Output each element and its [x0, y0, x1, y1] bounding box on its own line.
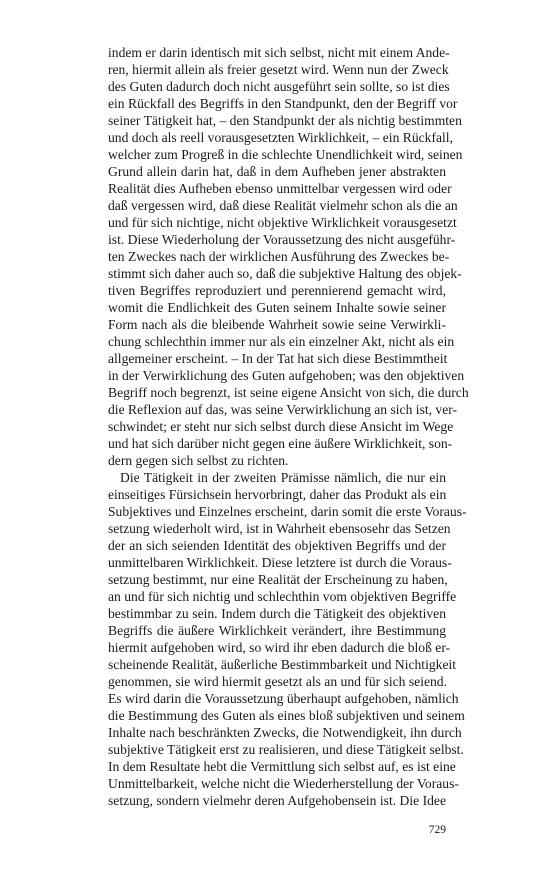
text-line: Die Tätigkeit in der zweiten Prämisse nämlich, die nur ein	[120, 470, 446, 485]
text-line: Inhalte nach beschränkten Zwecks, die Notwendigkeit, ihn durch	[108, 725, 462, 740]
text-line: Begriffs die äußere Wirklichkeit verändert, ihre Bestimmung	[108, 623, 446, 638]
text-line: subjektive Tätigkeit erst zu realisieren, und diese Tätigkeit selbst.	[108, 742, 464, 757]
text-line: in der Verwirklichung des Guten aufgehoben; was den objektiven	[108, 368, 465, 383]
text-line: Es wird darin die Voraussetzung überhaupt aufgehoben, nämlich	[108, 691, 459, 706]
text-line: Begriff noch begrenzt, ist seine eigene Ansicht von sich, die durch	[108, 385, 469, 400]
text-line: Form nach als die bleibende Wahrheit sowie seine Verwirkli-	[108, 317, 446, 332]
paragraph	[108, 469, 467, 809]
text-line: an und für sich nichtig und schlechthin vom objektiven Begriffe	[108, 589, 457, 604]
text-line: allgemeiner erscheint. – In der Tat hat sich diese Bestimmtheit	[108, 351, 448, 366]
text-line: und für sich nichtige, nicht objektive Wirklichkeit vorausgesetzt	[108, 215, 457, 230]
text-line: genommen, sie wird hiermit gesetzt als an und für sich seiend.	[108, 674, 448, 689]
text-line: und hat sich darüber nicht gegen eine äußere Wirklichkeit, son-	[108, 436, 453, 451]
text-line: bestimmbar zu sein. Indem durch die Tätigkeit des objektiven	[108, 606, 446, 621]
text-line: chung schlechthin immer nur als ein einzelner Akt, nicht als ein	[108, 334, 455, 349]
text-line: schwindet; er steht nur sich selbst durch diese Ansicht im Wege	[108, 419, 454, 434]
paragraph	[108, 44, 469, 469]
text-line: setzung bestimmt, nur eine Realität der Erscheinung zu haben,	[108, 572, 448, 587]
text-line: unmittelbaren Wirklichkeit. Diese letztere ist durch die Voraus-	[108, 555, 452, 570]
text-line: Grund allein darin hat, daß in dem Aufheben jener abstrakten	[108, 164, 446, 179]
text-line: einseitiges Fürsichsein hervorbringt, daher das Produkt als ein	[108, 487, 447, 502]
text-line: des Guten dadurch doch nicht ausgeführt sein sollte, so ist dies	[108, 79, 450, 94]
text-line: tiven Begriffes reproduziert und perennierend gemacht wird,	[108, 283, 446, 298]
text-line: dern gegen sich selbst zu richten.	[108, 453, 289, 468]
text-line: ist. Diese Wiederholung der Voraussetzung des nicht ausgeführ-	[108, 232, 456, 247]
text-line: scheinende Realität, äußerliche Bestimmbarkeit und Nichtigkeit	[108, 657, 457, 672]
text-line: womit die Endlichkeit des Guten seinem Inhalte sowie seiner	[108, 300, 446, 315]
body-text	[108, 44, 469, 809]
text-line: Subjektives und Einzelnes erscheint, darin somit die erste Voraus-	[108, 504, 467, 519]
text-line: daß vergessen wird, daß diese Realität vielmehr schon als die an	[108, 198, 458, 213]
text-line: die Reflexion auf das, was seine Verwirklichung an sich ist, ver-	[108, 402, 458, 417]
text-line: ren, hiermit allein als freier gesetzt wird. Wenn nun der Zweck	[108, 62, 449, 77]
text-line: Unmittelbarkeit, welche nicht die Wiederherstellung der Voraus-	[108, 776, 459, 791]
text-line: seiner Tätigkeit hat, – den Standpunkt der als nichtig bestimmten	[108, 113, 462, 128]
text-line: Realität dies Aufheben ebenso unmittelbar vergessen wird oder	[108, 181, 452, 196]
text-line: indem er darin identisch mit sich selbst, nicht mit einem Ande-	[108, 45, 450, 60]
text-line: ten Zweckes nach der wirklichen Ausführung des Zweckes be-	[108, 249, 450, 264]
page-number: 729	[428, 824, 446, 836]
text-line: stimmt sich daher auch so, daß die subjektive Haltung des objek-	[108, 266, 462, 281]
text-line: In dem Resultate hebt die Vermittlung sich selbst auf, es ist eine	[108, 759, 456, 774]
text-line: welcher zum Progreß in die schlechte Unendlichkeit wird, seinen	[108, 147, 463, 162]
text-line: setzung, sondern vielmehr deren Aufgehobensein ist. Die Idee	[108, 793, 446, 808]
text-line: setzung wiederholt wird, ist in Wahrheit ebensosehr das Setzen	[108, 521, 451, 536]
text-line: hiermit aufgehoben wird, so wird ihr eben dadurch die bloß er-	[108, 640, 451, 655]
text-line: der an sich seienden Identität des objektiven Begriffs und der	[108, 538, 446, 553]
text-line: ein Rückfall des Begriffs in den Standpunkt, den der Begriff vor	[108, 96, 458, 111]
text-line: die Bestimmung des Guten als eines bloß subjektiven und seinem	[108, 708, 465, 723]
text-line: und doch als reell vorausgesetzten Wirklichkeit, – ein Rückfall,	[108, 130, 453, 145]
